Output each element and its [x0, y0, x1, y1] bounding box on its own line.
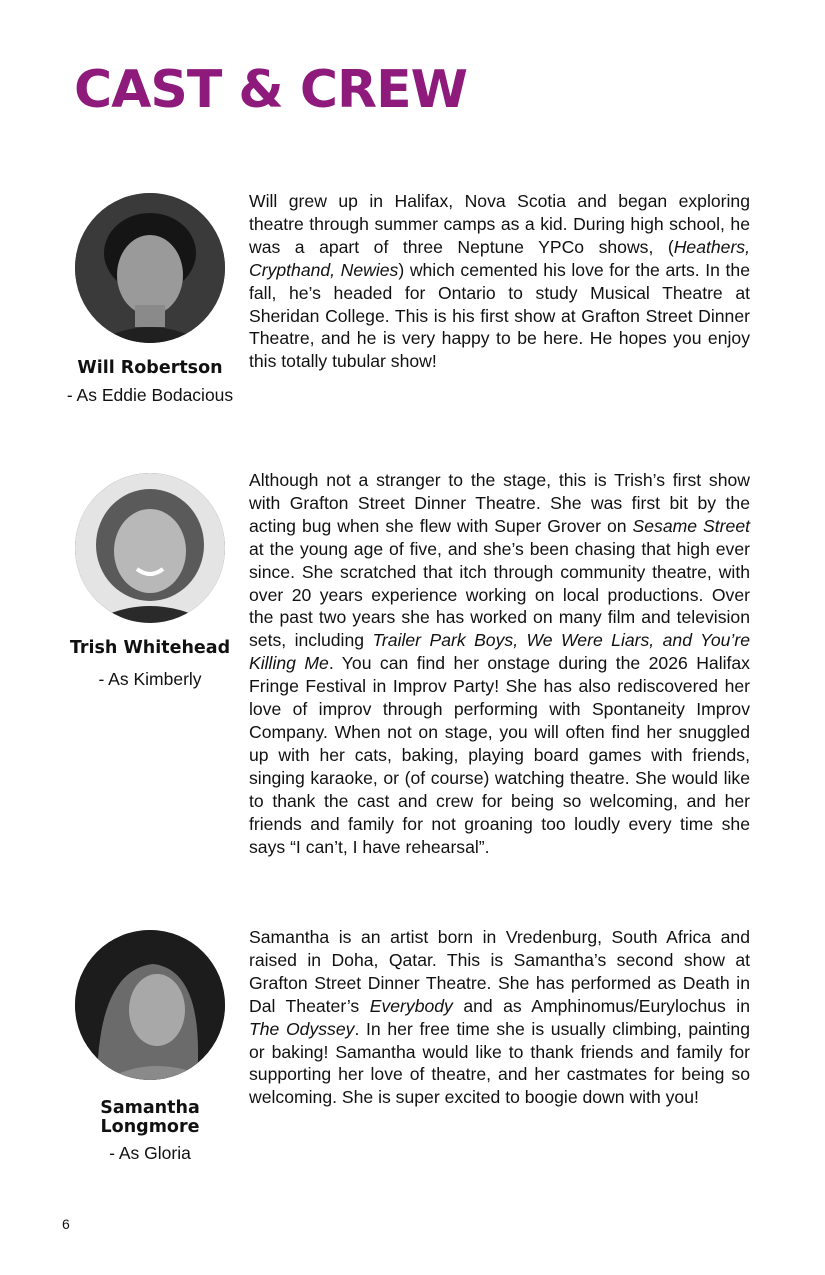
bio-italic-title: The Odyssey [249, 1018, 355, 1039]
headshot-photo [75, 193, 225, 343]
headshot-image [75, 930, 225, 1080]
headshot-image [75, 193, 225, 343]
bio-italic-title: Heathers, Crypthand, Newies [249, 236, 750, 280]
bio-italic-title: Everybody [369, 995, 453, 1016]
bio-text-run: Although not a stranger to the stage, this is Trish’s first show with Grafton Street Dinner Theatre. She was first bit by the acting bug when she flew with Super Grover on [249, 470, 750, 536]
cast-member-name: Trish Whitehead [69, 638, 231, 658]
headshot-image [75, 473, 225, 623]
cast-member-bio [249, 190, 750, 373]
bio-text-run: Will grew up in Halifax, Nova Scotia and began exploring theatre through summer camps as a kid. During high school, he was a apart of three Neptune YPCo shows, ( [249, 191, 750, 257]
bio-text-run: . In her free time she is usually climbing, painting or baking! Samantha would like to thank friends and family for supporting her love of theatre, and her castmates for being so welcoming. She is super excited to boogie down with you! [249, 1018, 750, 1108]
bio-text-run: ) which cemented his love for the arts. In the fall, he’s headed for Ontario to study Musical Theatre at Sheridan College. This is his first show at Grafton Street Dinner Theatre, and he is very happy to be here. He hopes you enjoy this totally tubular show! [249, 259, 751, 372]
cast-member-bio [249, 926, 750, 1109]
cast-member-name: Will Robertson [77, 358, 223, 378]
page-title: CAST & CREW [74, 60, 467, 120]
bio-text-run: Samantha is an artist born in Vredenburg, South Africa and raised in Doha, Qatar. This is Samantha’s second show at Grafton Street Dinner Theatre. She has performed as Death in Dal Theater’s [249, 927, 750, 1016]
cast-member-role: - As Kimberly [98, 669, 202, 689]
bio-italic-title: Trailer Park Boys, We Were Liars, and You’re Killing Me [249, 630, 750, 674]
headshot-photo [75, 473, 225, 623]
bio-text-run: at the young age of five, and she’s been chasing that high ever since. She scratched that itch through community theatre, with over 20 years experience working on local productions. Over the past two years she has worked on many film and television sets, including [249, 538, 750, 651]
cast-member-bio [249, 469, 750, 858]
bio-italic-title: Sesame Street [632, 515, 750, 536]
bio-text-run: and as Amphinomus/Eurylochus in [452, 995, 750, 1016]
cast-member-name: Samantha Longmore [100, 1098, 200, 1137]
page-number: 6 [62, 1216, 70, 1232]
bio-text-run: . You can find her onstage during the 2026 Halifax Fringe Festival in Improv Party! She has also rediscovered her love of improv through performing with Spontaneity Improv Company. When not on stage, you will often find her snuggled up with her cats, baking, playing board games with friends, singing karaoke, or (of course) watching theatre. She would like to thank the cast and crew for being so welcoming, and her friends and family for not groaning too loudly every time she says “I can’t, I have rehearsal”. [249, 653, 750, 857]
cast-member-role: - As Gloria [109, 1143, 191, 1163]
cast-member-role: - As Eddie Bodacious [66, 385, 234, 405]
headshot-photo [75, 930, 225, 1080]
